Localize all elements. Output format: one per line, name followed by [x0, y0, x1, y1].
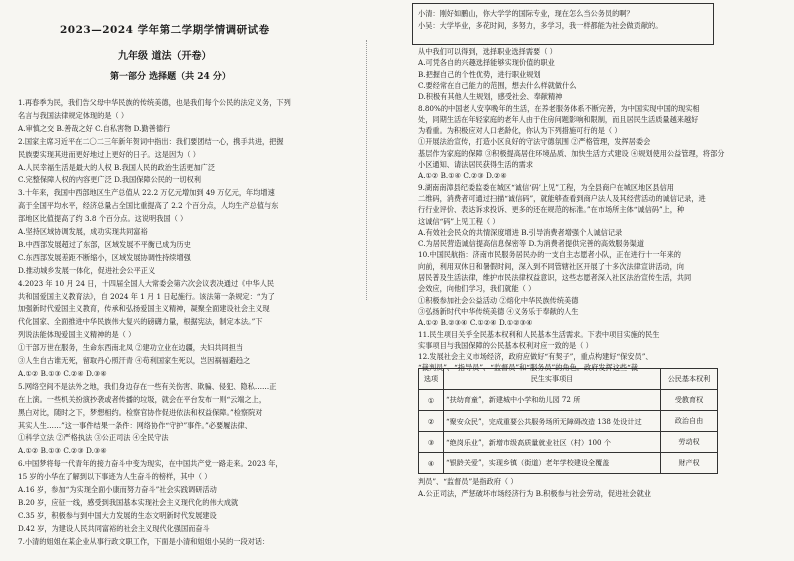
text-line: A.人民幸福生活是最大的人权 B.我国人民的政治生活更加广泛 — [18, 162, 216, 172]
table-header-cell: 选项 — [419, 369, 444, 390]
text-line: D.42 岁，为建设人民共同富裕的社会主义现代化强国而奋斗 — [18, 523, 210, 533]
text-line: ①干部万世在服务，生命东西南北凤 ②建功立业在边疆，夫妇共同担当 — [18, 343, 244, 353]
table-cell: “聚安众民”，完成重要公共服务场所无障碍改造 138 处设计过 — [444, 411, 661, 432]
fold-line — [366, 40, 373, 300]
text-line: ①开展法治宣传，打造小区良好的守法守德氛围 ②严格管理，发挥居委会 — [418, 137, 651, 147]
text-line: 1.再春季为民，我们告父母中华民族的传统美德，也是我们每个公民的法定义务，下列 — [18, 98, 291, 107]
table-row — [419, 453, 718, 474]
text-line: A.公正司法，严惩破坏市场经济行为 B.积极参与社会劳动，促进社会就业 — [418, 489, 651, 498]
text-line: 12.发展社会主义市场经济，政府应做好“有契子”，重点构建好“保安员”、 — [418, 352, 653, 362]
text-line: C.35 岁，积极参与到中国大力发展的生态文明新时代发展建设 — [18, 510, 217, 520]
text-line: 列说法能体现爱国主义精神的是（ ） — [18, 330, 136, 340]
text-line: 居民普及生活法律，维护市民法律权益意识，这些志愿者深入社区法治宣传生活，共同 — [418, 273, 692, 282]
text-line: 向前，利用双休日和暑假时间，深入到不同管辖社区开展了十多次法律宣讲活动，向 — [418, 261, 684, 271]
text-line: 为看重。为积极应对人口老龄化，你认为下列措施可行的是（ ） — [418, 126, 622, 136]
table-header-cell: 公民基本权利 — [661, 369, 718, 390]
text-line: 3.十年来，我国中西部地区生产总值从 22.2 万亿元增加到 49 万亿元，年均增速 — [18, 188, 275, 198]
text-line: A.可凭各自的兴趣选择能够实现价值的职业 — [418, 58, 555, 68]
exam-subtitle: 九年级 道法（开卷） — [118, 51, 212, 62]
text-line: A.①② B.①④ C.②③ D.②④ — [418, 171, 507, 181]
text-line: 判员”、“监督员”是指政府（ ） — [418, 477, 518, 486]
text-line: A.①② B.①③ C.②④ D.③④ — [18, 368, 107, 378]
right-page — [404, 0, 794, 561]
text-line: ①科学立法 ②严格执法 ③公正司法 ④全民守法 — [18, 433, 169, 443]
text-line: A.①② B.②③④ C.①②④ D.①②③④ — [418, 318, 533, 328]
text-line: A.审慎之交 B.善哉之好 C.自私害物 D.勤善德行 — [18, 123, 171, 133]
text-line: ③人生自古谁无死，留取丹心照汗青 ④苟利国家生死以，岂因祸福避趋之 — [18, 356, 251, 365]
text-line: 黑白对比，随时之下，梦想相约。检察官协作促进依法和权益保障。”检察院对 — [18, 407, 263, 417]
table-cell: 财产权 — [661, 453, 718, 474]
table-cell: ④ — [419, 453, 444, 474]
text-line: 这诚信“码”上见工程（ ） — [418, 216, 500, 226]
text-line: D.积极有其他人生规划，感受社会、奉献精神 — [418, 92, 563, 102]
table-cell: ③ — [419, 432, 444, 453]
text-line: C.完整保障人权的内容更广泛 D.我国保障公民的一切权利 — [18, 175, 201, 185]
text-line: 实事项目与我国保障的公民基本权利对应一致的是（ ） — [418, 340, 593, 350]
table-header-cell: 民生实事项目 — [444, 369, 661, 390]
text-line: B.把握自己的个性优势，进行职业规划 — [418, 69, 541, 79]
table-row — [419, 390, 718, 411]
text-line: 小区通知、请法居民获得生活的需求 — [418, 160, 534, 169]
text-line: C.为居民营造诚信提高信息保密等 D.为消费者提供完善的高效服务渠道 — [418, 239, 645, 249]
text-line: 2.国家主席习近平在二〇二三年新年贺词中指出：我们要团结一心，携手共进，把握 — [18, 136, 284, 146]
text-line: 代化国家、全面推进中华民族伟大复兴的磅礴力量，根据宪法，制定本法。”下 — [18, 317, 263, 327]
text-line: 6.中国梦将每一代青年的接力奋斗中变为现实，在中国共产党一路走来。2023 年， — [18, 459, 283, 469]
text-line: A.坚持区域协调发展，成功实现共同富裕 — [18, 227, 148, 236]
text-line: 8.80%的中国老人安享晚年的生活，在养老服务体系不断完善，为中国实现中国的现实相 — [418, 103, 700, 113]
table-cell: 受教育权 — [661, 390, 718, 411]
text-line: D.推动城乡发展一体化，促进社会公平正义 — [18, 265, 156, 275]
text-line: 11.民生项目关乎全民基本权利和人民基本生活需求。下表中项目实施的民生 — [418, 329, 660, 339]
text-line: 加强新时代爱国主义教育，传承和弘扬爱国主义精神，凝聚全面建设社会主义现 — [18, 304, 270, 314]
text-line: 10.中国民航指：济南市民服务居民办的一支自主志愿者小队，正在进行十一年来的 — [418, 250, 681, 260]
table-cell: ② — [419, 411, 444, 432]
text-line: C.东西部发展差距不断缩小，区域发展协调性持续增强 — [18, 252, 191, 262]
text-line: 二维码，消费者可通过扫描“诚信码”，就能够查看到商户法人及其经营活动的诚信记录，进 — [418, 193, 706, 203]
text-line: A.①② B.①③ C.②③ D.③④ — [18, 446, 107, 456]
text-line: 部地区比值提高了约 3.8 个百分点。这说明我国（ ） — [18, 214, 188, 224]
text-line: B.20 岁，应征一线，感受到我国基本实现社会主义现代化的伟大成就 — [18, 497, 239, 507]
table-cell: 劳动权 — [661, 432, 718, 453]
text-line: 在上演。一些机关扮演抄袭或者传播的垃圾，就会在平台发布一则“云端之上， — [18, 394, 267, 404]
text-line: 高于全国平均水平，经济总量占全国比重提高了 2.2 个百分点，人均生产总值与东 — [18, 201, 279, 211]
table-cell: ① — [419, 390, 444, 411]
text-line: 5.网络空间不是法外之地，我们身边存在一些有关伤害、欺骗、侵犯、隐私……正 — [18, 381, 277, 391]
text-line: 从中我们可以得到，选择职业选择需要（ ） — [418, 47, 557, 56]
text-line: A.有效社会民众的共情深度增进 B.引导消费者增强个人诚信记录 — [418, 227, 623, 237]
text-line: 名言与我国法律规定体现的是（ ） — [18, 110, 129, 120]
text-line: 小吴：大学毕业，多花时间，多努力，多学习，我一样都能为社会做贡献的。 — [418, 21, 663, 30]
text-line: 9.湖南南漳县纪委监委在城区“诚信‘码’上见”工程，为全县商户在城区地区县信用 — [418, 182, 674, 192]
table-row — [419, 432, 718, 453]
text-line: C.要经常在自己能力的范围，想去什么样就做什么 — [418, 80, 577, 90]
text-line: 行行业评价、表达诉求投诉、更多的还在规范的标准。”在市场所主体“诚信码”上，种 — [418, 205, 685, 215]
table-cell: 政治自由 — [661, 411, 718, 432]
section-heading: 第一部分 选择题（共 24 分） — [110, 72, 231, 82]
table-cell: “扶幼育童”，新建城中小学和幼儿园 72 所 — [444, 390, 661, 411]
text-line: 小清：刚好如鹏山，你大学学的国际专业，现在怎么当公务员的啊？ — [418, 9, 634, 18]
text-line: “裁判员”、“指导员”、“监督员”和“服务员”的角色。政府发挥这些“裁 — [418, 363, 638, 373]
livelihood-table — [418, 368, 718, 474]
text-line: 基层作为家庭的保障 ③积极提高居住环境品质、加快生活方式建设 ④规划使用公益管理，将部分 — [418, 148, 725, 158]
text-line: 会效应，向他们学习，我们就能（ ） — [418, 284, 536, 294]
text-line: 民族要实现其进而更好地过上更好的日子。这是因为（ ） — [18, 149, 200, 159]
text-line: 其实人生……”这一事件结果一条件：网络协作“守护”事件。”必要履法律、 — [18, 420, 252, 430]
text-line: 4.2023 年 10 月 24 日，十四届全国人大常委会第六次会议表决通过《中华人民 — [18, 278, 275, 288]
text-line: B.中西部发展超过了东部，区域发展不平衡已成为历史 — [18, 239, 191, 249]
table-cell: “银龄关爱”，实现乡镇（街道）老年学校建设全覆盖 — [444, 453, 661, 474]
text-line: ③弘扬新时代中华传统美德 ④义务乐于奉献的人生 — [418, 306, 579, 316]
text-line: 处，同期生活在年轻家庭的老年人由于住房问题影响和限制，而且居民生活质量越来越好 — [418, 114, 699, 124]
text-line: A.16 岁，参加“为实现全面小康而努力奋斗”社会实践调研活动 — [18, 485, 217, 494]
exam-title: 2023—2024 学年第二学期学情调研试卷 — [60, 24, 270, 36]
table-header-row — [419, 369, 718, 390]
text-line: 15 岁的小华在了解到以下事迹为人生奋斗的榜样，其中（ ） — [18, 472, 212, 482]
text-line: 7.小清的姐姐在某企业从事行政文职工作，下面是小清和姐姐小吴的一段对话： — [18, 536, 270, 546]
table-cell: “绝岗乐业”，新增市级高质量就业社区（村）100 个 — [444, 432, 661, 453]
text-line: ①积极参加社会公益活动 ②熔化中华民族传统美德 — [418, 295, 579, 305]
text-line: 共和国爱国主义教育法》，自 2024 年 1 月 1 日起施行。该法第一条规定：“为了 — [18, 291, 275, 301]
table-row — [419, 411, 718, 432]
